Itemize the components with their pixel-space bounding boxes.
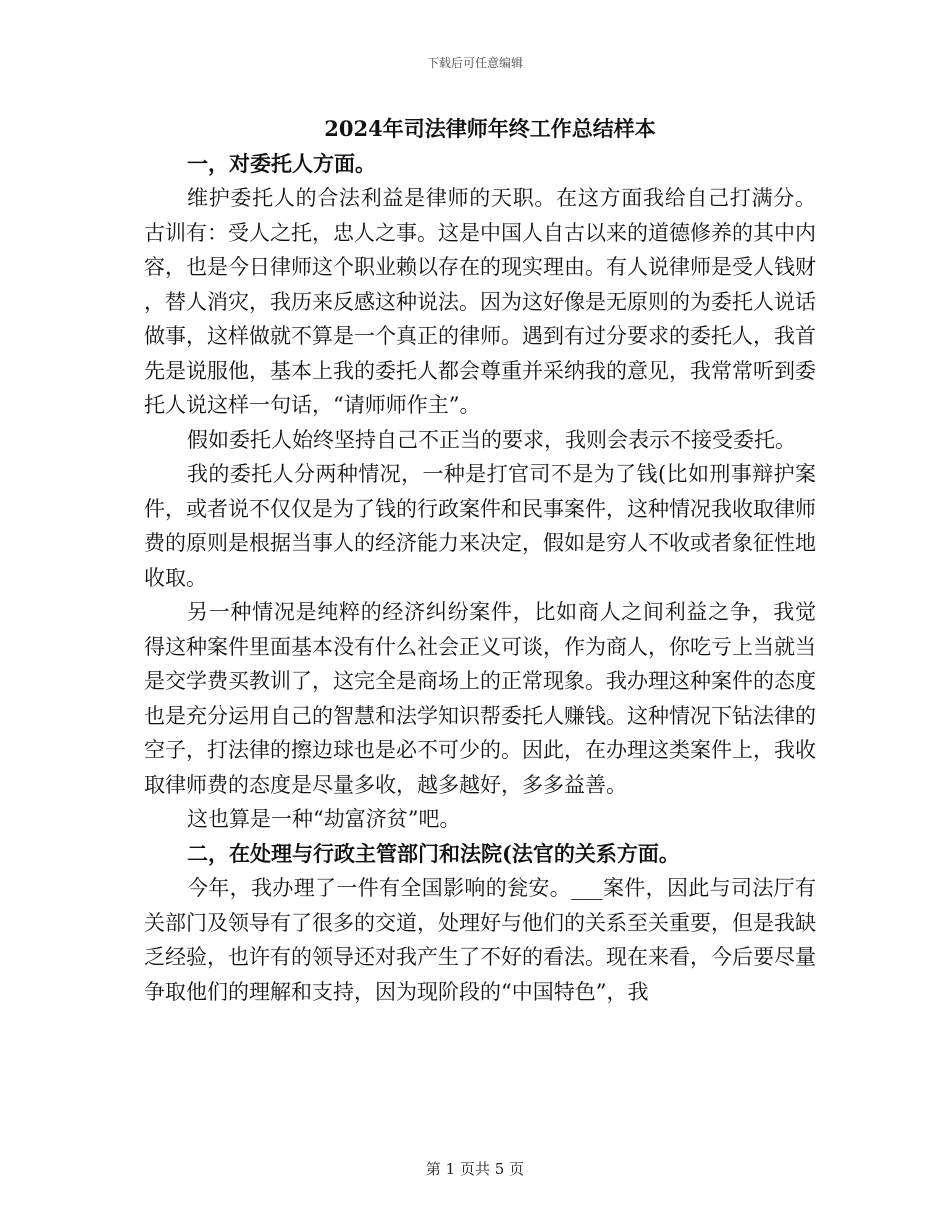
section-heading: 二，在处理与行政主管部门和法院(法官的关系方面。: [187, 840, 680, 866]
section-2: [144, 837, 816, 1010]
section-heading: 一，对委托人方面。: [187, 150, 376, 176]
page-header-note: 下载后可任意编辑: [426, 56, 523, 70]
paragraph: 假如委托人始终坚持自己不正当的要求，我则会表示不接受委托。: [187, 427, 796, 452]
paragraph: 今年，我办理了一件有全国影响的瓮安。___案件，因此与司法厅有关部门及领导有了很多的交道，处理好与他们的关系至关重要，但是我缺乏经验，也许有的领导还对我产生了不好的看法。现在来看，今后要尽量争取他们的理解和支持，因为现阶段的“中国特色”，我: [144, 876, 816, 1004]
paragraph: 这也算是一种“劫富济贫”吧。: [187, 807, 461, 831]
document-title: 2024年司法律师年终工作总结样本: [324, 116, 656, 141]
paragraph: 我的委托人分两种情况，一种是打官司不是为了钱(比如刑事辩护案件，或者说不仅仅是为了钱的行政案件和民事案件，这种情况我收取律师费的原则是根据当事人的经济能力来决定，假如是穷人不收或者象征性地收取。: [144, 462, 816, 590]
page-number: 第 1 页共 5 页: [425, 1160, 525, 1178]
paragraph: 维护委托人的合法利益是律师的天职。在这方面我给自己打满分。古训有：受人之托，忠人之事。这是中国人自古以来的道德修养的其中内容，也是今日律师这个职业赖以存在的现实理由。有人说律师是受人钱财，替人消灾，我历来反感这种说法。因为这好像是无原则的为委托人说话做事，这样做就不算是一个真正的律师。遇到有过分要求的委托人，我首先是说服他，基本上我的委托人都会尊重并采纳我的意见，我常常听到委托人说这样一句话，“请师师作主”。: [144, 186, 816, 417]
section-1: [144, 147, 816, 837]
document-body: [144, 112, 816, 1009]
paragraph: 另一种情况是纯粹的经济纠纷案件，比如商人之间利益之争，我觉得这种案件里面基本没有什么社会正义可谈，作为商人，你吃亏上当就当是交学费买教训了，这完全是商场上的正常现象。我办理这种案件的态度也是充分运用自己的智慧和法学知识帮委托人赚钱。这种情况下钻法律的空子，打法律的擦边球也是必不可少的。因此，在办理这类案件上，我收取律师费的态度是尽量多收，越多越好，多多益善。: [144, 600, 816, 797]
